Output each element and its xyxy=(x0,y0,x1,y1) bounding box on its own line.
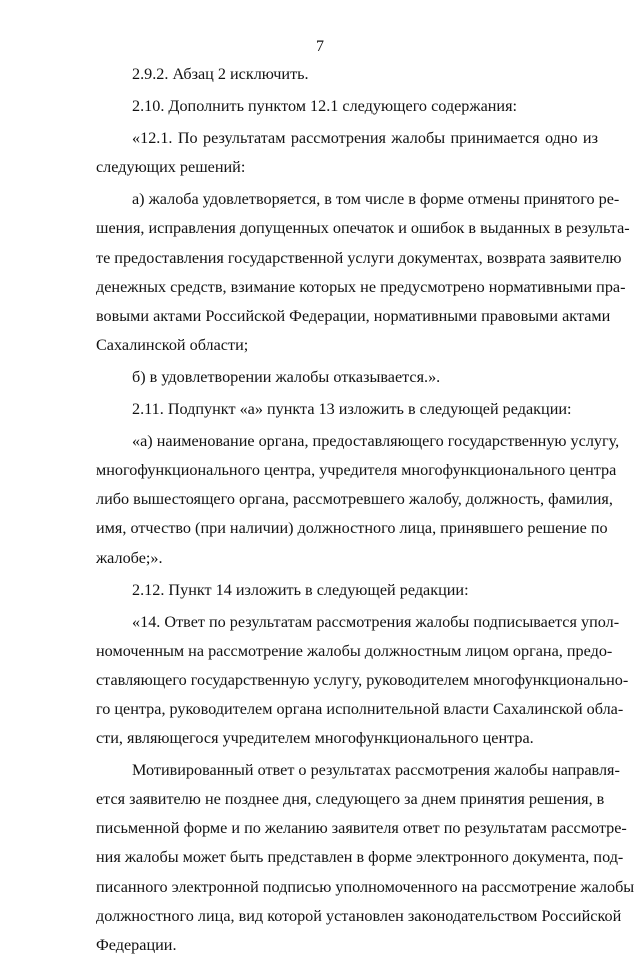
paragraph xyxy=(96,756,635,960)
text-line: Мотивированный ответ о результатах рассмотрения жалобы направля- xyxy=(132,761,620,780)
text-line: «12.1. По результатам рассмотрения жалобы принимается одно из xyxy=(132,129,598,148)
text-line: 2.12. Пункт 14 изложить в следующей редакции: xyxy=(132,580,469,599)
text-line: 2.11. Подпункт «а» пункта 13 изложить в следующей редакции: xyxy=(132,400,572,419)
paragraph xyxy=(96,124,598,182)
text-line: Федерации. xyxy=(96,935,177,954)
text-line: письменной форме и по желанию заявителя ответ по результатам рассмотре- xyxy=(96,819,627,838)
text-line: имя, отчество (при наличии) должностного лица, принявшего решение по xyxy=(96,519,608,538)
text-line: ставляющего государственную услугу, руководителем многофункционально- xyxy=(96,670,629,689)
text-line: ния жалобы может быть представлен в форме электронного документа, под- xyxy=(96,848,624,867)
text-line: го центра, руководителем органа исполнительной власти Сахалинской обла- xyxy=(96,699,624,718)
text-line: многофункционального центра, учредителя многофункционального центра xyxy=(96,461,617,480)
text-line: «14. Ответ по результатам рассмотрения жалобы подписывается упол- xyxy=(132,612,620,631)
paragraph xyxy=(96,363,598,392)
page-number: 7 xyxy=(316,38,324,55)
text-line: денежных средств, взимание которых не предусмотрено нормативными пра- xyxy=(96,277,626,296)
text-line: «а) наименование органа, предоставляющего государственную услугу, xyxy=(132,432,620,451)
text-line: писанного электронной подписью уполномоченного на рассмотрение жалобы xyxy=(96,877,635,896)
paragraph xyxy=(96,608,629,753)
text-line: а) жалоба удовлетворяется, в том числе в форме отмены принятого ре- xyxy=(132,190,620,209)
text-line: номоченным на рассмотрение жалобы должностным лицом органа, предо- xyxy=(96,641,613,660)
text-line: ется заявителю не позднее дня, следующего за днем принятия решения, в xyxy=(96,790,605,809)
document-body xyxy=(96,60,635,960)
text-line: следующих решений: xyxy=(96,158,246,177)
text-line: должностного лица, вид которой установлен законодательством Российской xyxy=(96,906,622,925)
text-line: либо вышестоящего органа, рассмотревшего жалобу, должность, фамилия, xyxy=(96,490,613,509)
text-line: Сахалинской области; xyxy=(96,335,249,354)
text-line: 2.9.2. Абзац 2 исключить. xyxy=(132,65,309,83)
text-line: 2.10. Дополнить пунктом 12.1 следующего содержания: xyxy=(132,97,518,116)
text-line: те предоставления государственной услуги документах, возврата заявителю xyxy=(96,248,622,267)
paragraph xyxy=(96,395,598,424)
paragraph xyxy=(96,92,598,121)
paragraph xyxy=(96,576,598,605)
text-line: шения, исправления допущенных опечаток и ошибок в выданных в результа- xyxy=(96,219,630,238)
text-line: б) в удовлетворении жалобы отказывается.». xyxy=(132,367,441,386)
paragraph xyxy=(96,427,620,572)
paragraph xyxy=(96,60,598,89)
text-line: сти, являющегося учредителем многофункционального центра. xyxy=(96,729,534,748)
text-line: жалобе;». xyxy=(96,548,163,567)
text-line: вовыми актами Российской Федерации, нормативными правовыми актами xyxy=(96,306,611,325)
paragraph xyxy=(96,185,630,360)
